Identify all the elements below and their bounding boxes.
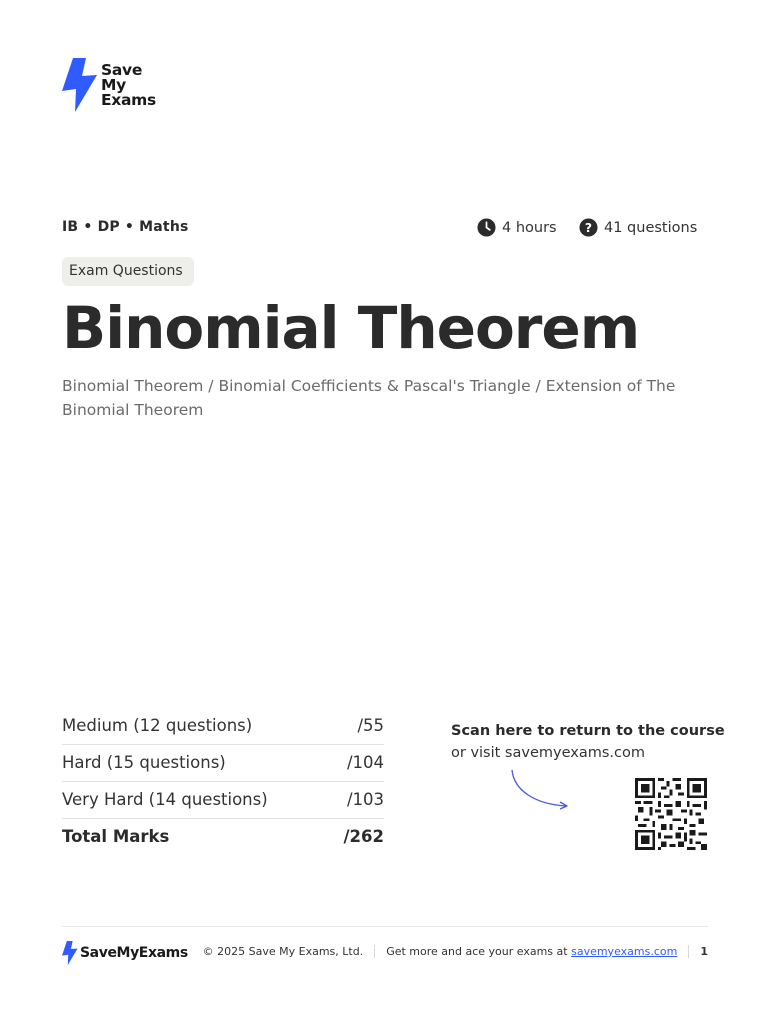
footer-cta-text: Get more and ace your exams at: [386, 945, 568, 958]
footer-divider: [62, 926, 708, 927]
course-breadcrumb: IB • DP • Maths: [62, 219, 189, 235]
scan-title: Scan here to return to the course: [451, 723, 725, 739]
marks-total-value: /262: [343, 827, 384, 846]
footer-logo-text: SaveMyExams: [80, 945, 188, 961]
duration-text: 4 hours: [502, 219, 557, 236]
footer-separator: [688, 945, 689, 958]
footer-logo: [62, 941, 188, 965]
question-count-text: 41 questions: [604, 219, 698, 236]
marks-row-label: Medium (12 questions): [62, 716, 253, 735]
marks-row-medium: [62, 708, 384, 745]
topic-breadcrumb: Binomial Theorem / Binomial Coefficients & Pascal's Triangle / Extension of The Binomial Theorem: [62, 377, 676, 419]
marks-row-label: Hard (15 questions): [62, 753, 226, 772]
clock-icon: [477, 218, 496, 237]
footer-info: [203, 945, 708, 958]
marks-row-very-hard: [62, 782, 384, 819]
question-count-meta: [579, 218, 697, 237]
doc-type-badge: Exam Questions: [62, 257, 194, 286]
scan-subtitle: or visit savemyexams.com: [451, 745, 645, 761]
marks-table: [62, 708, 384, 855]
marks-row-hard: [62, 745, 384, 782]
lightning-bolt-icon: [62, 58, 98, 112]
lightning-bolt-icon: [62, 941, 78, 965]
svg-text:?: ?: [584, 220, 593, 235]
marks-total-label: Total Marks: [62, 827, 170, 846]
copyright-text: © 2025 Save My Exams, Ltd.: [202, 945, 364, 958]
marks-row-value: /55: [357, 716, 384, 735]
curved-arrow-icon: [506, 768, 576, 818]
marks-row-total: [62, 819, 384, 855]
qr-code-icon[interactable]: [634, 778, 708, 850]
question-circle-icon: [579, 218, 598, 237]
page-title: Binomial Theorem: [62, 294, 640, 362]
footer-link[interactable]: savemyexams.com: [571, 945, 678, 958]
marks-row-label: Very Hard (14 questions): [62, 790, 268, 809]
brand-logo: [62, 58, 156, 112]
marks-row-value: /103: [346, 790, 384, 809]
duration-meta: [477, 218, 557, 237]
footer-separator: [374, 945, 375, 958]
footer-cta: [386, 945, 677, 958]
page-number: 1: [700, 945, 708, 958]
marks-row-value: /104: [346, 753, 384, 772]
brand-logo-text: Save My Exams: [101, 61, 156, 109]
